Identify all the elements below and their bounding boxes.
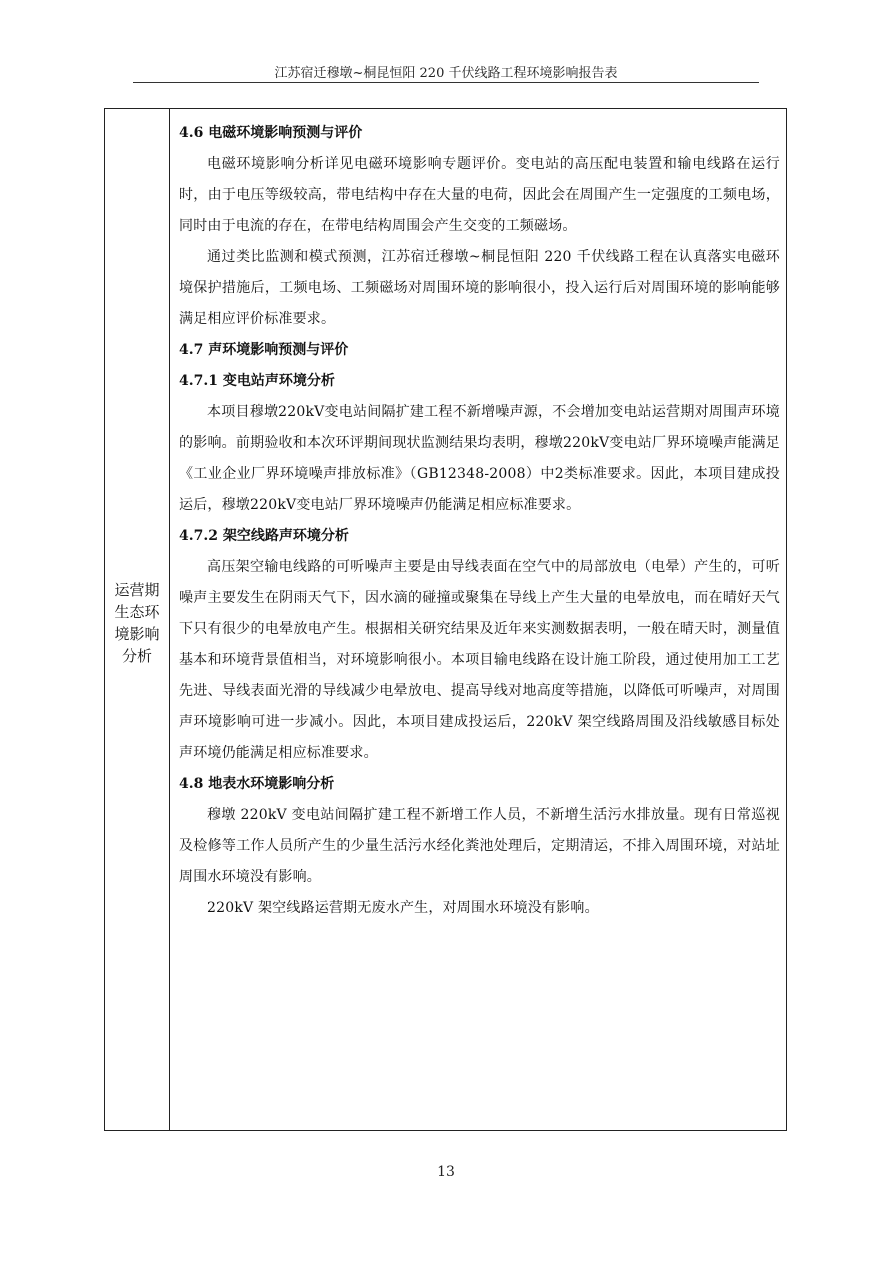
paragraph: 通过类比监测和模式预测，江苏宿迁穆墩~桐昆恒阳 220 千伏线路工程在认真落实电磁环境保护措施后，工频电场、工频磁场对周围环境的影响很小，投入运行后对周围环境的影响能够满足相应评价标准要求。 (179, 249, 780, 327)
category-cell (105, 109, 170, 1130)
category-label (105, 579, 169, 667)
section-heading-4-8: 4.8 地表水环境影响分析 (179, 776, 335, 792)
category-label-line: 生态环 (114, 603, 160, 621)
paragraph: 本项目穆墩220kV变电站间隔扩建工程不新增噪声源，不会增加变电站运营期对周围声环境的影响。前期验收和本次环评期间现状监测结果均表明，穆墩220kV变电站厂界环境噪声能满足《工业企业厂界环境噪声排放标准》（GB12348-2008）中2类标准要求。因此，本项目建成投运后，穆墩220kV变电站厂界环境噪声仍能满足相应标准要求。 (179, 404, 780, 513)
report-table (104, 108, 787, 1131)
paragraph: 穆墩 220kV 变电站间隔扩建工程不新增工作人员，不新增生活污水排放量。现有日常巡视及检修等工作人员所产生的少量生活污水经化粪池处理后，定期清运，不排入周围环境，对站址周围水环境没有影响。 (179, 807, 780, 885)
paragraph: 220kV 架空线路运营期无废水产生，对周围水环境没有影响。 (207, 900, 599, 916)
header-rule (133, 82, 759, 83)
page-number: 13 (437, 1164, 455, 1180)
content-cell (170, 109, 786, 1130)
section-heading-4-7: 4.7 声环境影响预测与评价 (179, 342, 349, 358)
paragraph: 电磁环境影响分析详见电磁环境影响专题评价。变电站的高压配电装置和输电线路在运行时，由于电压等级较高，带电结构中存在大量的电荷，因此会在周围产生一定强度的工频电场，同时由于电流的存在，在带电结构周围会产生交变的工频磁场。 (179, 156, 780, 234)
category-label-line: 分析 (121, 647, 152, 665)
section-heading-4-7-2: 4.7.2 架空线路声环境分析 (179, 528, 349, 544)
category-label-line: 境影响 (114, 625, 160, 643)
report-header-title: 江苏宿迁穆墩~桐昆恒阳 220 千伏线路工程环境影响报告表 (274, 66, 618, 81)
section-heading-4-6: 4.6 电磁环境影响预测与评价 (179, 125, 363, 141)
paragraph: 高压架空输电线路的可听噪声主要是由导线表面在空气中的局部放电（电晕）产生的，可听噪声主要发生在阴雨天气下，因水滴的碰撞或聚集在导线上产生大量的电晕放电，而在晴好天气下只有很少的电晕放电产生。根据相关研究结果及近年来实测数据表明，一般在晴天时，测量值基本和环境背景值相当，对环境影响很小。本项目输电线路在设计施工阶段，通过使用加工工艺先进、导线表面光滑的导线减少电晕放电、提高导线对地高度等措施，以降低可听噪声，对周围声环境影响可进一步减小。因此，本项目建成投运后，220kV 架空线路周围及沿线敏感目标处声环境仍能满足相应标准要求。 (179, 559, 780, 761)
category-label-line: 运营期 (114, 581, 160, 599)
section-heading-4-7-1: 4.7.1 变电站声环境分析 (179, 373, 335, 389)
